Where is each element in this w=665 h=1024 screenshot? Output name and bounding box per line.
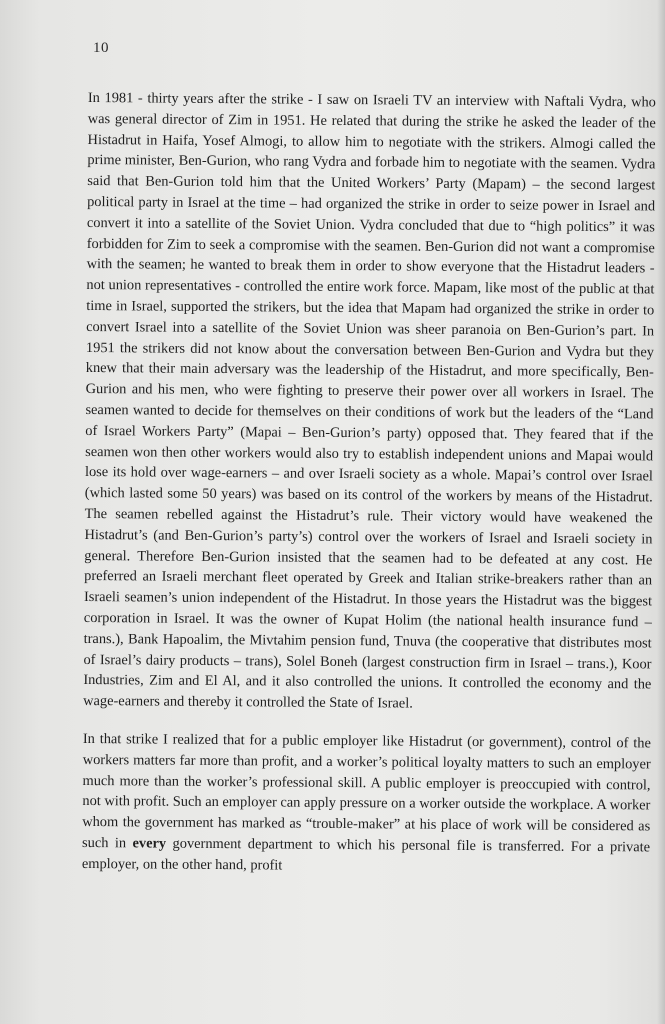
paragraph-2-text-after: government department to which his personal file is transferred. For a private employer, on the other hand, profit [81,835,651,874]
paragraph-1: In 1981 - thirty years after the strike - I saw on Israeli TV an interview with Naftali Vydra, who was general director of Zim in 1951. He related that during the strike he asked the leader of the Histadrut in Haifa, Yosef Almogi, to allow him to negotiate with the strikers. Almogi called the prime minister, Ben-Gurion, who rang Vydra and forbade him to negotiate with the seamen. Vydra said that Ben-Gurion told him that the United Workers’ Party (Mapam) – the second largest political party in Israel at the time – had organized the strike in order to seize power in Israel and convert it into a satellite of the Soviet Union. Vydra concluded that due to “high politics” it was forbidden for Zim to seek a compromise with the seamen. Ben-Gurion did not want a compromise with the seamen; he wanted to break them in order to show everyone that the Histadrut leaders - not union representatives - controlled the entire work force. Mapam, like most of the public at that time in Israel, supported the strikers, but the idea that Mapam had organized the strike in order to convert Israel into a satellite of the Soviet Union was sheer paranoia on Ben-Gurion’s part. In 1951 the strikers did not know about the conversation between Ben-Gurion and Vydra but they knew that their main adversary was the leadership of the Histadrut, and more specifically, Ben-Gurion and his men, who were fighting to preserve their power over all workers in Israel. The seamen wanted to decide for themselves on their conditions of work but the leaders of the “Land of Israel Workers Party” (Mapai – Ben-Gurion’s party) opposed that. They feared that if the seamen won then other workers would also try to establish independent unions and Mapai would lose its hold over wage-earners – and over Israeli society as a whole. Mapai’s control over Israel (which lasted some 50 years) was based on its control of the workers by means of the Histadrut. The seamen rebelled against the Histadrut’s rule. Their victory would have weakened the Histadrut’s (and Ben-Gurion’s party’s) control over the workers of Israel and Israeli society in general. Therefore Ben-Gurion insisted that the seamen had to be defeated at any cost. He preferred an Israeli merchant fleet operated by Greek and Italian strike-breakers rather than an Israeli seamen’s union independent of the Histadrut. In those years the Histadrut was the biggest corporation in Israel. It was the owner of Kupat Holim (the national health insurance fund – trans.), Bank Hapoalim, the Mivtahim pension fund, Tnuva (the cooperative that distributes most of Israel’s dairy products – trans), Solel Boneh (largest construction firm in Israel – trans.), Koor Industries, Zim and El Al, and it also controlled the unions. It controlled the economy and the wage-earners and thereby it controlled the State of Israel. [83,89,656,712]
page-number: 10 [93,40,109,56]
body-text [82,88,656,896]
paragraph-2-text-before: In that strike I realized that for a public employer like Histadrut (or government), control of the workers matters far more than profit, and a worker’s political loyalty matters to such an employer much more than the worker’s professional skill. A public employer is preoccupied with control, not with profit. Such an employer can apply pressure on a worker outside the workplace. A worker whom the government has marked as “trouble-maker” at his place of work will be considered as such in [82,730,651,852]
paragraph-2-emphasis: every [132,835,167,852]
paragraph-2 [82,729,651,879]
page-edge-shadow [657,0,665,1024]
